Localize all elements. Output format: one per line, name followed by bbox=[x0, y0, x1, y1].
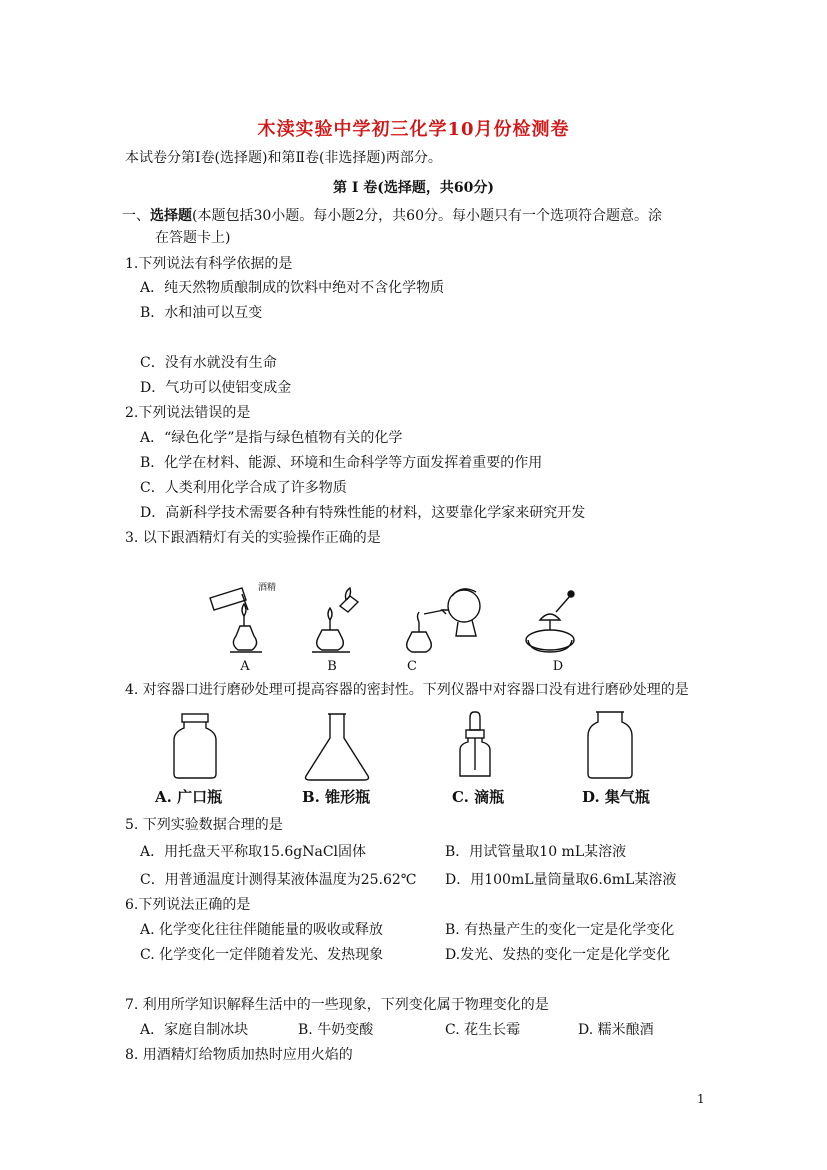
question-2-stem: 2.下列说法错误的是 bbox=[125, 405, 251, 421]
figure-d-capping-icon bbox=[526, 591, 574, 652]
figure-label-d: D bbox=[552, 659, 564, 674]
question-6-option-b: B. 有热量产生的变化一定是化学变化 bbox=[445, 922, 675, 938]
glassware-label-c: C. 滴瓶 bbox=[452, 788, 505, 806]
question-7-option-b: B. 牛奶变酸 bbox=[298, 1022, 374, 1038]
section-prefix: 一、 bbox=[122, 208, 150, 224]
question-1-stem: 1.下列说法有科学依据的是 bbox=[125, 256, 293, 272]
part-heading: 第 Ⅰ 卷(选择题，共60分) bbox=[332, 180, 495, 196]
section-title: 选择题 bbox=[150, 208, 192, 224]
question-5-stem: 5. 下列实验数据合理的是 bbox=[125, 817, 283, 833]
figure-a-pouring-icon bbox=[210, 588, 262, 652]
figure-label-c: C bbox=[407, 659, 417, 674]
question-6-option-d: D.发光、发热的变化一定是化学变化 bbox=[445, 947, 671, 963]
question-5-option-b: B．用试管量取10 mL某溶液 bbox=[445, 844, 627, 860]
question-7-option-a: A．家庭自制冰块 bbox=[140, 1022, 249, 1038]
gas-jar-icon bbox=[588, 712, 632, 778]
question-4-stem: 4. 对容器口进行磨砂处理可提高容器的密封性。下列仪器中对容器口没有进行磨砂处理的是 bbox=[125, 682, 689, 698]
question-1-option-d: D．气功可以使铝变成金 bbox=[140, 380, 292, 396]
question-1-option-c: C．没有水就没有生命 bbox=[140, 355, 277, 371]
question-2-option-c: C．人类利用化学合成了许多物质 bbox=[140, 480, 347, 496]
question-6-stem: 6.下列说法正确的是 bbox=[125, 897, 251, 913]
question-5-option-c: C．用普通温度计测得某液体温度为25.62℃ bbox=[140, 872, 417, 888]
question-1-option-a: A．纯天然物质酿制成的饮料中绝对不含化学物质 bbox=[140, 280, 445, 296]
question-6-option-a: A. 化学变化往往伴随能量的吸收或释放 bbox=[140, 922, 384, 938]
document-title: 木渎实验中学初三化学10月份检测卷 bbox=[257, 119, 570, 140]
question-3-stem: 3. 以下跟酒精灯有关的实验操作正确的是 bbox=[125, 530, 381, 546]
glassware-label-b: B. 锥形瓶 bbox=[302, 788, 371, 806]
figure-a-alcohol-label: 酒精 bbox=[258, 583, 277, 593]
wide-mouth-bottle-icon bbox=[174, 714, 216, 778]
question-2-option-d: D．高新科学技术需要各种有特殊性能的材料，这要靠化学家来研究开发 bbox=[140, 505, 586, 521]
question-7-stem: 7. 利用所学知识解释生活中的一些现象，下列变化属于物理变化的是 bbox=[125, 997, 549, 1013]
question-1-option-b: B．水和油可以互变 bbox=[140, 305, 263, 321]
section-desc-1: (本题包括30小题。每小题2分，共60分。每小题只有一个选项符合题意。涂 bbox=[192, 208, 662, 224]
conical-flask-icon bbox=[306, 714, 369, 780]
question-7-option-c: C. 花生长霉 bbox=[445, 1022, 521, 1038]
glassware-figure bbox=[160, 710, 660, 782]
section-heading bbox=[122, 206, 662, 226]
question-7-option-d: D. 糯米酿酒 bbox=[578, 1022, 654, 1038]
figure-b-lighting-icon bbox=[312, 588, 358, 652]
question-2-option-a: A．“绿色化学”是指与绿色植物有关的化学 bbox=[140, 430, 403, 446]
question-5-option-a: A．用托盘天平称取15.6gNaCl固体 bbox=[140, 844, 367, 860]
question-5-option-d: D．用100mL量筒量取6.6mL某溶液 bbox=[445, 872, 677, 888]
intro-text: 本试卷分第Ⅰ卷(选择题)和第Ⅱ卷(非选择题)两部分。 bbox=[125, 150, 442, 166]
alcohol-lamp-figure bbox=[200, 570, 600, 660]
figure-c-blowing-icon bbox=[407, 589, 480, 652]
glassware-label-d: D. 集气瓶 bbox=[582, 788, 650, 806]
page-number: 1 bbox=[697, 1092, 705, 1106]
question-2-option-b: B．化学在材料、能源、环境和生命科学等方面发挥着重要的作用 bbox=[140, 455, 543, 471]
section-desc-2: 在答题卡上) bbox=[155, 230, 231, 246]
question-6-option-c: C. 化学变化一定伴随着发光、发热现象 bbox=[140, 947, 384, 963]
dropping-bottle-icon bbox=[460, 712, 490, 776]
glassware-label-a: A. 广口瓶 bbox=[155, 788, 223, 806]
figure-label-a: A bbox=[240, 659, 250, 674]
question-8-stem: 8. 用酒精灯给物质加热时应用火焰的 bbox=[125, 1047, 353, 1063]
figure-label-b: B bbox=[327, 659, 337, 674]
